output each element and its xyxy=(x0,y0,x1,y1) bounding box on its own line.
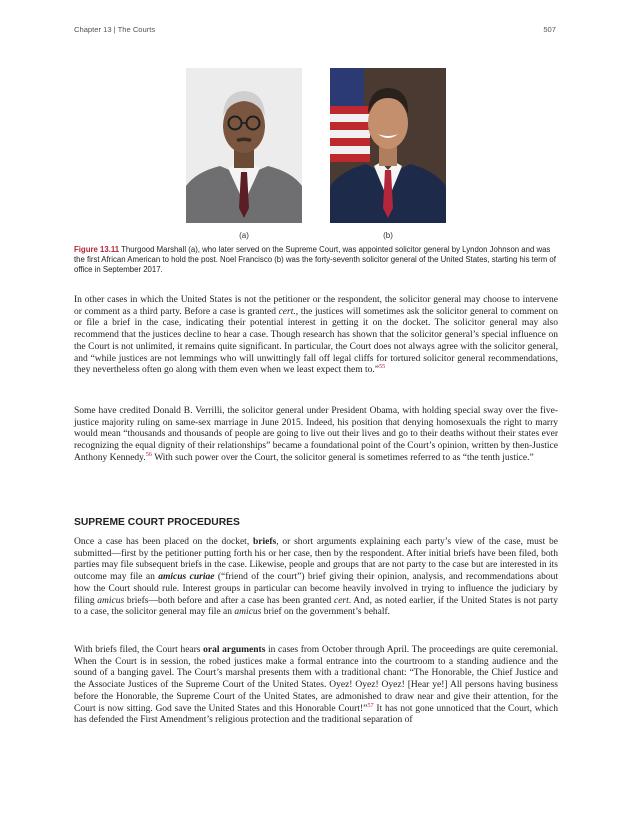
paragraph-text: (“friend of the court”) brief giving their opinion, analysis, and recommendations about how the Court should rule. Interest groups in particular can become heavily involved in trying to influence the judiciary by filing xyxy=(74,572,558,606)
italic-term: cert. xyxy=(278,306,296,317)
paragraph-text: in cases from October through April. The proceedings are quite ceremonial. When the Court is in session, the robed justices make a formal entrance into the courtroom to a standing audience and the sound of a banging gavel. The Court’s marshal presents them with a traditional chant: “The Honorable, the Chief Justice and the Associate Justices of the Supreme Court of the United States. Oyez! Oyez! Oyez! [Hear ye!] All persons having business before the Honorable, the Supreme Court of the United States, are admonished to draw near and give their attention, for the Court is now sitting. God save the United States and this Honorable Court!” xyxy=(74,645,558,714)
italic-term: cert xyxy=(333,595,349,606)
paragraph-briefs xyxy=(74,537,558,619)
endnote-link-56[interactable]: 56 xyxy=(145,450,152,458)
paragraph-text: , or short arguments explaining each party’s view of the case, must be submitted—first by the petitioner putting forth his or her case, then by the respondent. After initial briefs have been filed, both parties may file subsequent briefs in the case. Likewise, people and groups that are not party to the case but are interested in its outcome may file an xyxy=(74,537,559,583)
paragraph-text: brief on the government’s behalf. xyxy=(261,607,391,618)
figure-sublabel-a: (a) xyxy=(239,231,249,240)
figure-sublabel-b: (b) xyxy=(383,231,393,240)
running-header xyxy=(74,25,556,37)
paragraph-solicitor-general-intervene xyxy=(74,295,558,377)
key-term-oral-arguments: oral arguments xyxy=(203,645,266,655)
paragraph-text: It has not gone unnoticed that the Court, which has defended the First Amendment’s religious protection and the traditional separation of xyxy=(74,703,558,726)
figure-caption-text: Thurgood Marshall (a), who later served on the Supreme Court, was appointed solicitor general by Lyndon Johnson and was the first African American to hold the post. Noel Francisco (b) was the forty-seventh solicitor general of the United States, starting his term of office in September 2017. xyxy=(74,245,556,274)
section-heading: SUPREME COURT PROCEDURES xyxy=(74,517,240,528)
endnote-link-57[interactable]: 57 xyxy=(367,701,374,709)
paragraph-text: , the justices will sometimes ask the solicitor general to comment on or file a brief in the case, indicating their potential interest in getting it on the docket. The solicitor general may also recommend that the justices decline to hear a case. Though research has shown that the solicitor general’s special influence on the Court is not unlimited, it remains quite significant. In particular, the Court does not always agree with the solicitor general, and “while justices are not lemmings who will unwittingly fall off legal cliffs for tortured solicitor general recommendations, they nevertheless often go along with them even when we least expect them to.” xyxy=(74,306,558,376)
key-term-briefs: briefs xyxy=(253,537,277,547)
figure-label: Figure 13.11 xyxy=(74,245,120,254)
paragraph-text: briefs—both before and after a case has been granted xyxy=(124,595,334,606)
paragraph-text: With briefs filed, the Court hears xyxy=(74,645,204,655)
paragraph-verrilli xyxy=(74,406,558,465)
paragraph-text: . And, as noted earlier, if the United States is not party to a case, the solicitor general may file an xyxy=(74,595,558,618)
paragraph-oral-arguments xyxy=(74,645,558,727)
paragraph-text: With such power over the Court, the solicitor general is sometimes referred to as “the tenth justice.” xyxy=(151,452,534,463)
figure-caption xyxy=(74,245,558,275)
endnote-link-55[interactable]: 55 xyxy=(378,363,386,371)
italic-term: amicus xyxy=(97,595,125,606)
photo-thurgood-marshall xyxy=(186,68,302,223)
paragraph-text: Some have credited Donald B. Verrilli, the solicitor general under President Obama, with holding special sway over the five-justice majority ruling on same-sex marriage in June 2015. Indeed, his position that denying homosexuals the right to marry would mean “thousands and thousands of people are going to live out their lives and go to their deaths without their states ever recognizing the equal dignity of their relationships” became a foundational point of the Court’s opinion, written by then-Justice Anthony Kennedy. xyxy=(74,406,558,463)
chapter-title: Chapter 13 | The Courts xyxy=(74,25,156,34)
key-term-amicus-curiae: amicus curiae xyxy=(158,572,215,583)
italic-term: amicus xyxy=(234,607,262,618)
paragraph-text: In other cases in which the United States is not the petitioner or the respondent, the solicitor general may choose to intervene or comment as a third party. Before a case is granted xyxy=(74,295,558,317)
page-number: 507 xyxy=(543,25,556,34)
paragraph-text: Once a case has been placed on the docket, xyxy=(74,537,253,547)
photo-noel-francisco xyxy=(330,68,446,223)
